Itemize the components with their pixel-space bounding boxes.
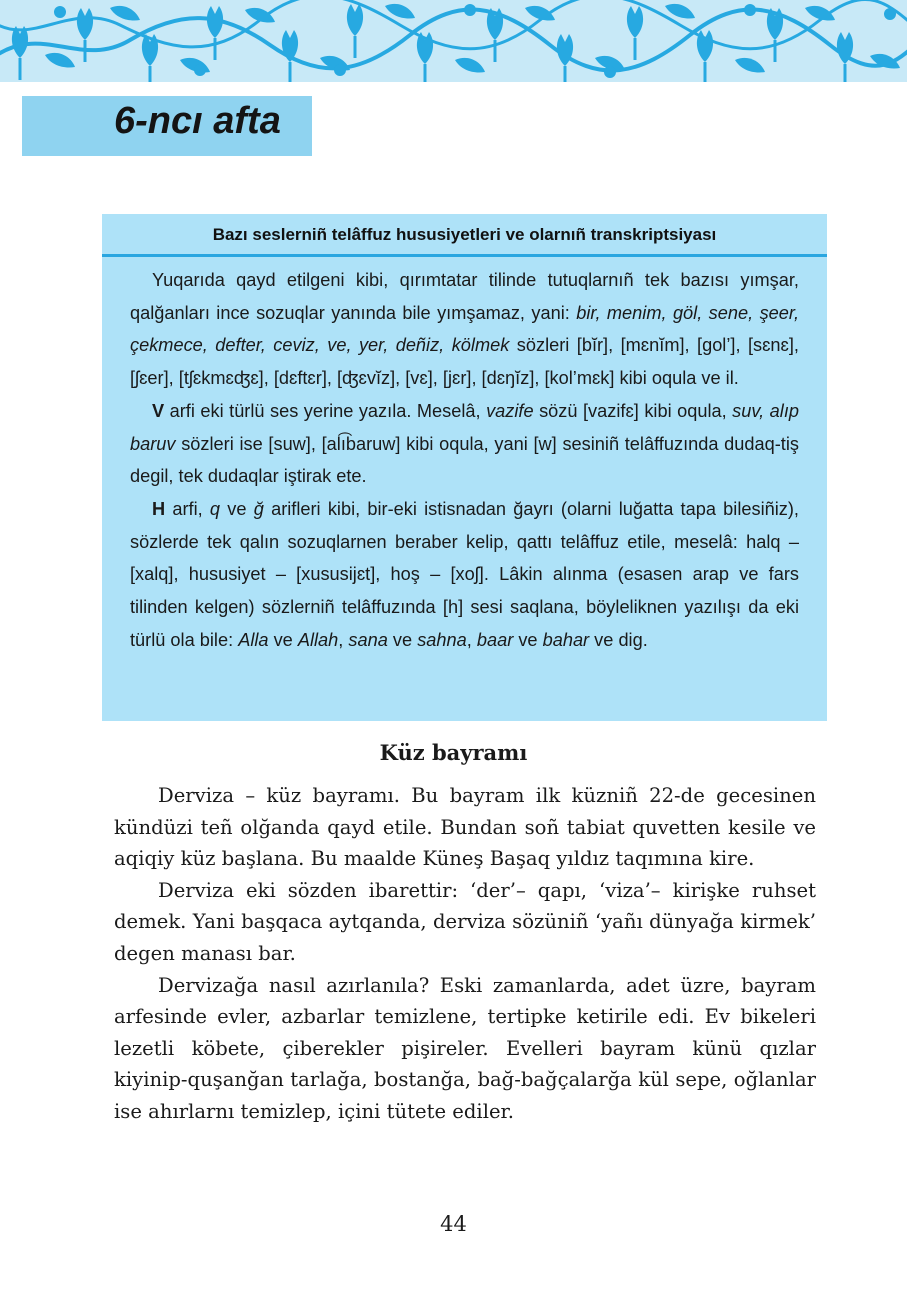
week-title: 6-ncı afta: [114, 100, 281, 142]
page-number: 44: [440, 1212, 467, 1236]
rule-example-word: Allah: [297, 629, 339, 650]
rule-example-word: suv, alıp baruv: [130, 400, 799, 454]
story-body: [114, 780, 816, 1128]
rule-example-words: bir, menim, göl, sene, şeer, çekmece, defter, ceviz, ve, yer, deñiz, kölmek: [130, 302, 800, 356]
story-paragraph: Dervizağa nasıl azırlanıla? Eski zamanlarda, adet üzre, bayram arfesinde evler, azbarlar temizlene, tertipke ketirile edi. Ev bikeleri lezetli köbete, çiberekler pişireler. Evelleri bayram künü qızlar kiyinip-quşanğan tarlağa, bostanğa, bağ-bağçalarğa kül sepe, oğlanlar ise ahırlarnı temizlep, içini tütete ediler.: [114, 973, 816, 1123]
rule-paragraph: [130, 493, 799, 657]
rule-example-word: bahar: [542, 629, 590, 650]
rule-letter: H: [152, 498, 166, 519]
rule-text: ,: [466, 629, 477, 650]
rule-text: sözü [vazifɛ] kibi oqula,: [533, 400, 733, 421]
rule-letter-italic: ğ: [253, 498, 264, 519]
rule-text: arfi eki türlü ses yerine yazıla. Meselâ,: [164, 400, 487, 421]
rule-text: arifleri kibi, bir-eki istisnadan ğayrı (olarni luğatta tapa bilesiñiz), sözlerde tek qalın sozuqlarnen beraber kelip, qattı telâffuz etile, meselâ: halq – [xalq], hususiyet – [xususijɛt], hoş – [xoʃ]. Lâkin alınma (esasen arap ve fars tilinden kelgen) sözlerniñ telâffuzında [h] sesi saqlana, böyleliknen yazılışı da eki türlü ola bile:: [130, 498, 799, 650]
story-title: Küz bayramı: [379, 740, 528, 765]
rule-text: sözleri ise [suw], [alı͡baruw] kibi oqula, yani [w] sesiniñ telâffuzında dudaq-tiş degil, tek dudaqlar iştirak ete.: [130, 433, 799, 487]
rule-text: ve: [513, 629, 543, 650]
story-paragraph: Derviza eki sözden ibarettir: ‘der’– qapı, ‘viza’– kirişke ruhset demek. Yani başqaca aytqanda, derviza sözüniñ ‘yañı dünyağa kirmek’ degen manası bar.: [114, 878, 816, 965]
rule-letter-italic: q: [209, 498, 221, 519]
rule-example-word: vazife: [486, 400, 534, 421]
rule-box-body: [102, 257, 827, 656]
rule-text: ve dig.: [589, 629, 648, 650]
rule-text: Yuqarıda qayd etilgeni kibi, qırımtatar tilinde tutuqlarnıñ tek bazısı yımşar, qalğanları ince sozuqlar yanında bile yımşamaz, yani:: [130, 270, 799, 323]
rule-text: ve: [220, 498, 254, 519]
rule-text: ve: [387, 629, 418, 650]
rule-example-word: sahna: [417, 629, 467, 650]
rule-box-heading: Bazı seslerniñ telâffuz hususiyetleri ve olarnıñ transkriptsiyası: [102, 214, 827, 257]
pronunciation-rule-box: [102, 214, 827, 721]
rule-letter: V: [152, 400, 165, 421]
decorative-floral-banner: [0, 0, 907, 82]
rule-text: ve: [268, 629, 298, 650]
rule-example-word: baar: [476, 629, 514, 650]
rule-text: sözleri [bĭr], [mɛnĭm], [gol’], [sɛnɛ], [ʃɛer], [tʃɛkmɛʤɛ], [dɛftɛr], [ʤɛvĭz], [vɛ], [jɛr], [dɛŋĭz], [kol’mɛk] kibi oqula ve il.: [130, 335, 799, 389]
story-paragraph: Derviza – küz bayramı. Bu bayram ilk küzniñ 22-de gecesinen kündüzi teñ olğanda qayd etile. Bundan soñ tabiat quvetten kesile ve aqiqiy küz başlana. Bu maalde Küneş Başaq yıldız taqımına kire.: [114, 784, 816, 871]
rule-text: ,: [338, 629, 349, 650]
rule-paragraph: [130, 395, 799, 493]
rule-example-word: sana: [348, 629, 388, 650]
rule-paragraph: [130, 264, 799, 395]
rule-example-word: Alla: [238, 629, 269, 650]
rule-text: arfi,: [165, 498, 210, 519]
